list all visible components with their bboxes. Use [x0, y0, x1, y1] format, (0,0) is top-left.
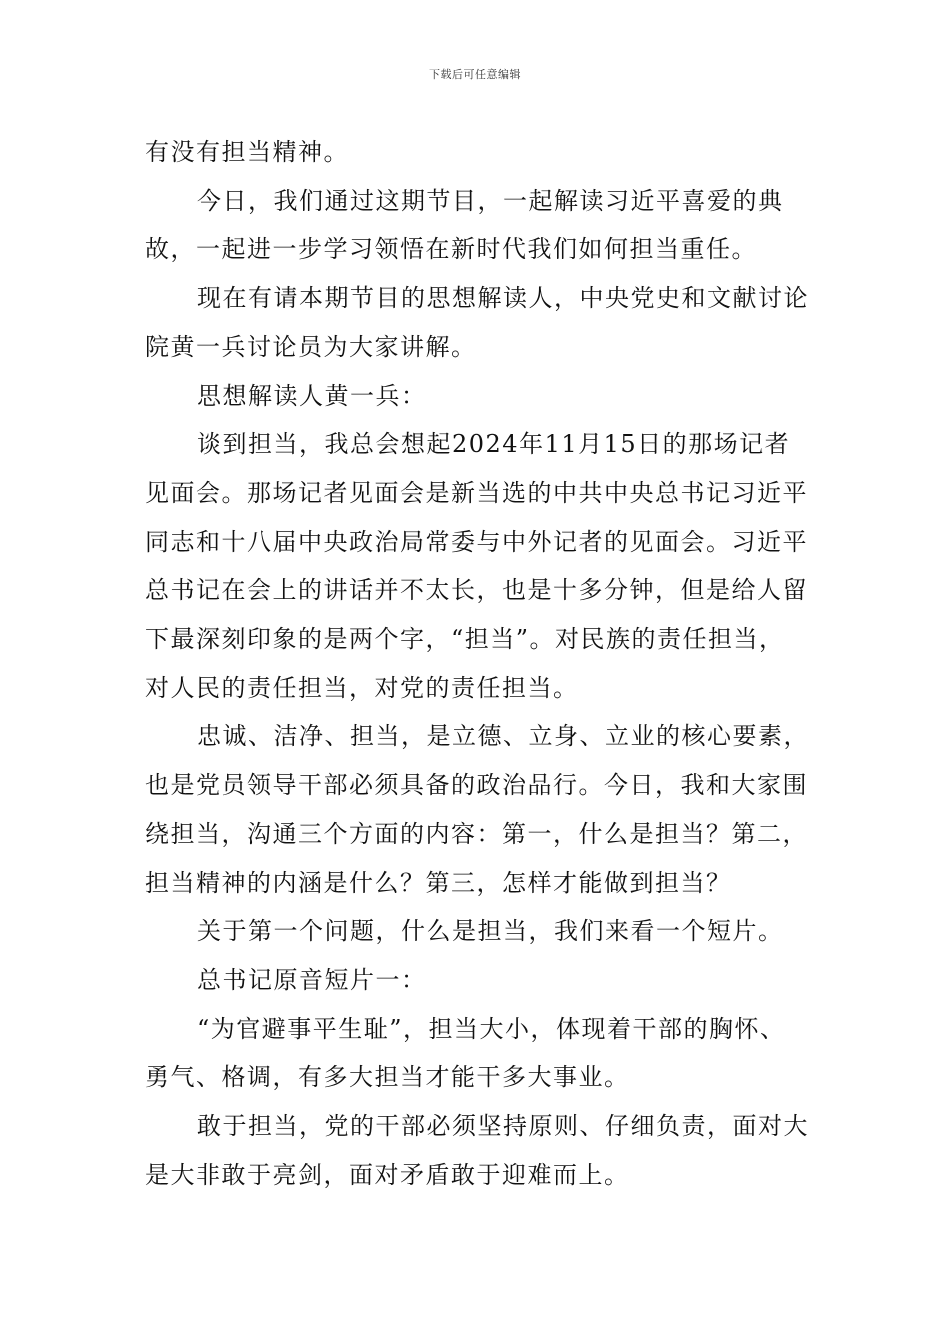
page-header: 下载后可任意编辑 — [429, 68, 521, 81]
paragraph: “为官避事平生耻”，担当大小，体现着干部的胸怀、勇气、格调，有多大担当才能干多大事业。 — [145, 1014, 786, 1092]
paragraph: 忠诚、洁净、担当，是立德、立身、立业的核心要素，也是党员领导干部必须具备的政治品行。今日，我和大家围绕担当，沟通三个方面的内容：第一，什么是担当？第二，担当精神的内涵是什么？第三，怎样才能做到担当？ — [145, 722, 809, 897]
paragraph: 有没有担当精神。 — [145, 138, 349, 166]
paragraph: 关于第一个问题，什么是担当，我们来看一个短片。 — [197, 917, 784, 946]
paragraph: 谈到担当，我总会想起2024年11月15日的那场记者见面会。那场记者见面会是新当选的中共中央总书记习近平同志和十八届中央政治局常委与中外记者的见面会。习近平总书记在会上的讲话并不太长，也是十多分钟，但是给人留下最深刻印象的是两个字，“担当”。对民族的责任担当，对人民的责任担当，对党的责任担当。 — [145, 430, 808, 702]
paragraph: 现在有请本期节目的思想解读人，中央党史和文献讨论院黄一兵讨论员为大家讲解。 — [145, 284, 809, 361]
paragraph: 今日，我们通过这期节目，一起解读习近平喜爱的典故，一起进一步学习领悟在新时代我们如何担当重任。 — [145, 186, 784, 264]
document-body — [145, 128, 810, 1199]
paragraph: 总书记原音短片一： — [197, 965, 427, 994]
paragraph: 思想解读人黄一兵： — [197, 381, 427, 410]
paragraph: 敢于担当，党的干部必须坚持原则、仔细负责，面对大是大非敢于亮剑，面对矛盾敢于迎难而上。 — [145, 1112, 809, 1189]
